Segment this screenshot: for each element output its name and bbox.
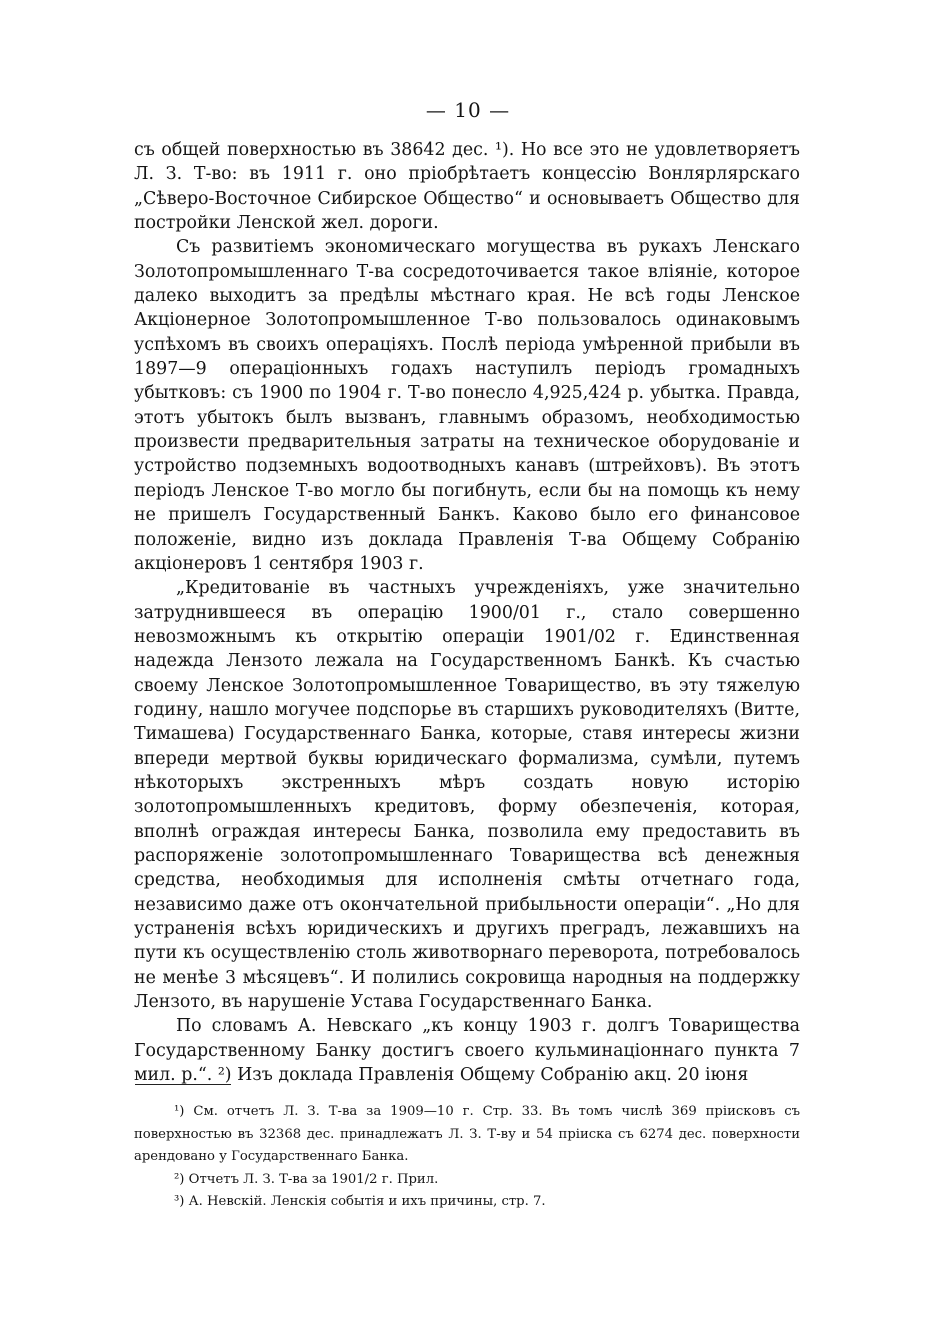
paragraph-2: Съ развитіемъ экономическаго могущества въ рукахъ Ленскаго Золотопромышленнаго Т-ва сосредоточивается такое вліяніе, которое далеко выходитъ за предѣлы мѣстнаго края. Не всѣ годы Ленское Акціонерное Золотопромышленное Т-во пользовалось одинаковымъ успѣхомъ въ своихъ операціяхъ. Послѣ періода умѣренной прибыли въ 1897—9 операціонныхъ годахъ наступилъ періодъ громадныхъ убытковъ: съ 1900 по 1904 г. Т-во понесло 4,925,424 р. убытка. Правда, этотъ убытокъ былъ вызванъ, главнымъ образомъ, необходимостью произвести предварительныя затраты на техническое оборудованіе и устройство подземныхъ водоотводныхъ канавъ (штрейховъ). Въ этотъ періодъ Ленское Т-во могло бы погибнуть, если бы на помощь къ нему не пришелъ Государственный Банкъ. Каково было его финансовое положеніе, видно изъ доклада Правленія Т-ва Общему Собранію акціонеровъ 1 сентября 1903 г. [134,237,800,574]
footnotes [134,1101,800,1214]
footnote-2 [134,1169,800,1192]
footnote-mark-2: ²) [174,1171,185,1187]
paragraph-4: По словамъ А. Невскаго „къ концу 1903 г. долгъ Товарищества Государственному Банку достигъ своего кульминаціоннаго пункта 7 мил. р.“. ²) Изъ доклада Правленія Общему Собранію акц. 20 іюня [134,1016,800,1086]
footnote-1 [134,1101,800,1169]
footnote-text-2: Отчетъ Л. З. Т-ва за 1901/2 г. Прил. [188,1171,439,1187]
footnote-divider [135,1084,231,1085]
paragraph-3-quote: „Кредитованіе въ частныхъ учрежденіяхъ, уже значительно затруднившееся въ операцію 1900/01 г., стало совершенно невозможнымъ къ открытію операціи 1901/02 г. Единственная надежда Лензото лежала на Государственномъ Банкѣ. Къ счастью своему Ленское Золотопромышленное Товарищество, въ эту тяжелую годину, нашло могучее подспорье въ старшихъ руководителяхъ (Витте, Тимашева) Государственнаго Банка, которые, ставя интересы жизни впереди мертвой буквы юридическаго формализма, сумѣли, путемъ нѣкоторыхъ экстренныхъ мѣръ создать новую исторію золотопромышленныхъ кредитовъ, форму обезпеченія, которая, вполнѣ ограждая интересы Банка, позволила ему предоставить въ распоряженіе золотопромышленнаго Товарищества всѣ денежныя средства, необходимыя для исполненія смѣты отчетнаго года, независимо даже отъ окончательной прибыльности операціи“. „Но для устраненія всѣхъ юридическихъ и другихъ преградъ, лежавшихъ на пути къ осуществленію столь животворнаго переворота, потребовалось не менѣе 3 мѣсяцевъ“. И полились сокровища народныя на поддержку Лензото, въ нарушеніе Устава Государственнаго Банка. [134,578,800,1013]
page-number: — 10 — [425,98,511,122]
main-text [134,138,800,1087]
footnote-mark-1: ¹) [174,1104,185,1119]
footnote-3 [134,1191,800,1214]
footnote-text-3: А. Невскій. Ленскія событія и ихъ причины, стр. 7. [188,1194,546,1209]
paragraph-1: съ общей поверхностью въ 38642 дес. ¹). Но все это не удовлетворяетъ Л. З. Т-во: въ 1911 г. оно пріобрѣтаетъ концессію Вонлярлярскаго „Сѣверо-Восточное Сибирское Общество“ и основываетъ Общество для постройки Ленской жел. дороги. [134,140,800,234]
footnote-text-1: См. отчетъ Л. З. Т-ва за 1909—10 г. Стр. 33. Въ томъ числѣ 369 пріисковъ съ поверхностью въ 32368 дес. принадлежатъ Л. З. Т-ву и 54 пріиска съ 6274 дес. поверхности арендовано у Государственнаго Банка. [134,1104,800,1164]
footnote-mark-3: ³) [174,1194,185,1209]
